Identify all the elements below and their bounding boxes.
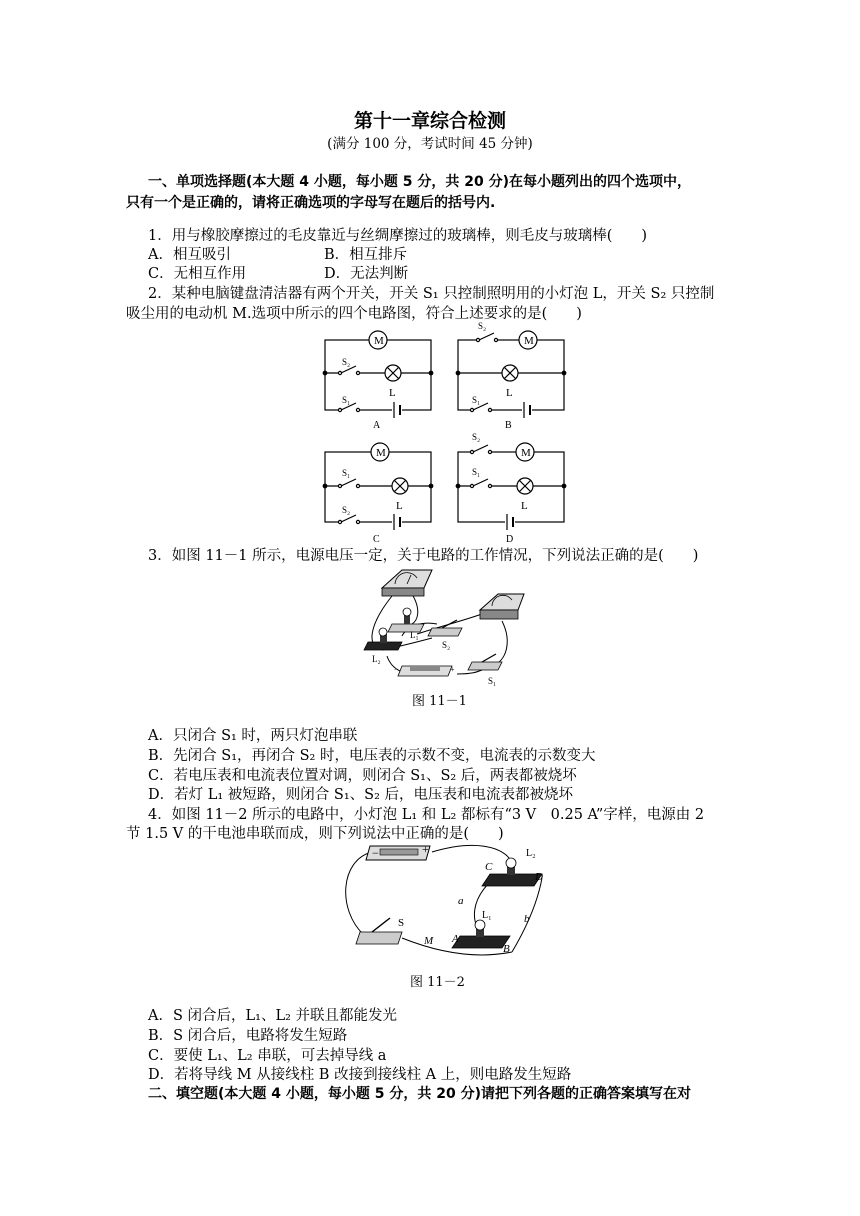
- q3-option-a: A．只闭合 S₁ 时，两只灯泡串联: [148, 728, 358, 744]
- fig2-d-label: D: [535, 871, 543, 883]
- fig2-b-wire-label: b: [524, 913, 530, 925]
- section1-heading: 一、单项选择题(本大题 4 小题，每小题 5 分，共 20 分)在每小题列出的四个选项中，: [148, 174, 692, 190]
- q2-stem-line1: 2．某种电脑键盘清洁器有两个开关，开关 S₁ 只控制照明用的小灯泡 L，开关 S₂ 只控制: [148, 286, 715, 302]
- q1-stem: 1．用与橡胶摩擦过的毛皮靠近与丝绸摩擦过的玻璃棒，则毛皮与玻璃棒( ): [148, 228, 648, 244]
- q3-option-b: B．先闭合 S₁，再闭合 S₂ 时，电压表的示数不变，电流表的示数变大: [148, 748, 596, 764]
- c-s2-label: S₂: [342, 505, 351, 515]
- q4-option-b: B．S 闭合后，电路将发生短路: [148, 1028, 348, 1044]
- page-subtitle: (满分 100 分，考试时间 45 分钟): [327, 136, 533, 152]
- fig1-s2-label: S₂: [442, 640, 451, 650]
- fig2-s-label: S: [398, 917, 405, 929]
- fig1-l2-label: L₂: [372, 654, 381, 664]
- svg-text:−: −: [394, 665, 399, 674]
- q4-stem-line1: 4．如图 11－2 所示的电路中，小灯泡 L₁ 和 L₂ 都标有“3 V 0.25 A”字样，电源由 2: [148, 807, 705, 823]
- q3-figure-circuit: [362, 566, 527, 690]
- q4-option-a: A．S 闭合后，L₁、L₂ 并联且都能发光: [148, 1008, 398, 1024]
- b-s2-label: S₂: [478, 321, 487, 331]
- q4-figure-circuit: [342, 840, 552, 968]
- q4-option-c: C．要使 L₁、L₂ 串联，可去掉导线 a: [148, 1048, 387, 1064]
- d-lamp-label: L: [521, 500, 528, 512]
- q4-option-d: D．若将导线 M 从接线柱 B 改接到接线柱 A 上，则电路发生短路: [148, 1067, 572, 1083]
- a-motor-label: M: [374, 335, 384, 347]
- fig2-minus-label: −: [372, 846, 379, 860]
- section1-heading-cont: 只有一个是正确的，请将正确选项的字母写在题后的括号内.: [126, 195, 496, 211]
- fig2-lamp-l1: [452, 920, 510, 948]
- fig1-l1-label: L₁: [410, 630, 419, 640]
- option-a-label: A: [373, 420, 381, 431]
- q2-circuit-diagrams: [310, 318, 580, 546]
- d-motor-label: M: [521, 447, 531, 459]
- svg-text:+: +: [450, 665, 455, 674]
- q1-option-a: A．相互吸引: [148, 247, 231, 263]
- circuit-b: [456, 331, 566, 420]
- fig1-s1-label: S₁: [488, 676, 497, 686]
- fig2-a-label: A: [452, 933, 459, 945]
- fig2-b-label: B: [503, 943, 510, 955]
- c-motor-label: M: [376, 447, 386, 459]
- d-s1-label: S₁: [472, 467, 481, 477]
- c-s1-label: S₁: [342, 468, 351, 478]
- q1-option-b: B．相互排斥: [324, 247, 408, 263]
- figure-11-2-caption: 图 11－2: [410, 975, 465, 990]
- voltmeter: [382, 570, 432, 596]
- fig2-a-wire-label: a: [458, 895, 464, 907]
- switch-s1: [468, 654, 502, 670]
- page-title: 第十一章综合检测: [353, 110, 506, 132]
- fig2-l1-label: L₁: [482, 910, 492, 921]
- option-b-label: B: [505, 420, 512, 431]
- figure-11-1-caption: 图 11－1: [412, 694, 467, 709]
- circuit-d: [456, 443, 566, 532]
- option-c-label: C: [373, 534, 380, 545]
- option-d-label: D: [506, 534, 514, 545]
- b-lamp-label: L: [506, 387, 513, 399]
- b-s1-label: S₁: [472, 395, 481, 405]
- fig2-switch-s: [356, 917, 405, 944]
- fig2-c-label: C: [485, 861, 493, 873]
- q1-option-c: C．无相互作用: [148, 266, 247, 282]
- d-s2-label: S₂: [472, 432, 481, 442]
- section2-heading: 二、填空题(本大题 4 小题，每小题 5 分，共 20 分)请把下列各题的正确答案填写在对: [148, 1086, 692, 1102]
- fig2-l2-label: L₂: [526, 848, 536, 859]
- ammeter: [480, 594, 524, 619]
- lamp-l1: [388, 608, 424, 632]
- fig2-plus-label: +: [422, 842, 429, 856]
- q1-option-d: D．无法判断: [324, 266, 409, 282]
- a-s1-label: S₁: [342, 395, 351, 405]
- a-s2-label: S₂: [342, 357, 351, 367]
- c-lamp-label: L: [396, 500, 403, 512]
- b-motor-label: M: [524, 335, 534, 347]
- a-lamp-label: L: [389, 387, 396, 399]
- battery: [394, 665, 455, 676]
- q4-stem-line2: 节 1.5 V 的干电池串联而成，则下列说法中正确的是( ): [126, 826, 504, 842]
- q3-option-d: D．若灯 L₁ 被短路，则闭合 S₁、S₂ 后，电压表和电流表都被烧坏: [148, 787, 573, 803]
- q3-stem: 3．如图 11－1 所示，电源电压一定，关于电路的工作情况，下列说法正确的是( ): [148, 548, 699, 564]
- q3-option-c: C．若电压表和电流表位置对调，则闭合 S₁、S₂ 后，两表都被烧坏: [148, 768, 577, 784]
- q2-stem-line2: 吸尘用的电动机 M.选项中所示的四个电路图，符合上述要求的是( ): [126, 306, 582, 322]
- fig2-m-label: M: [424, 935, 434, 947]
